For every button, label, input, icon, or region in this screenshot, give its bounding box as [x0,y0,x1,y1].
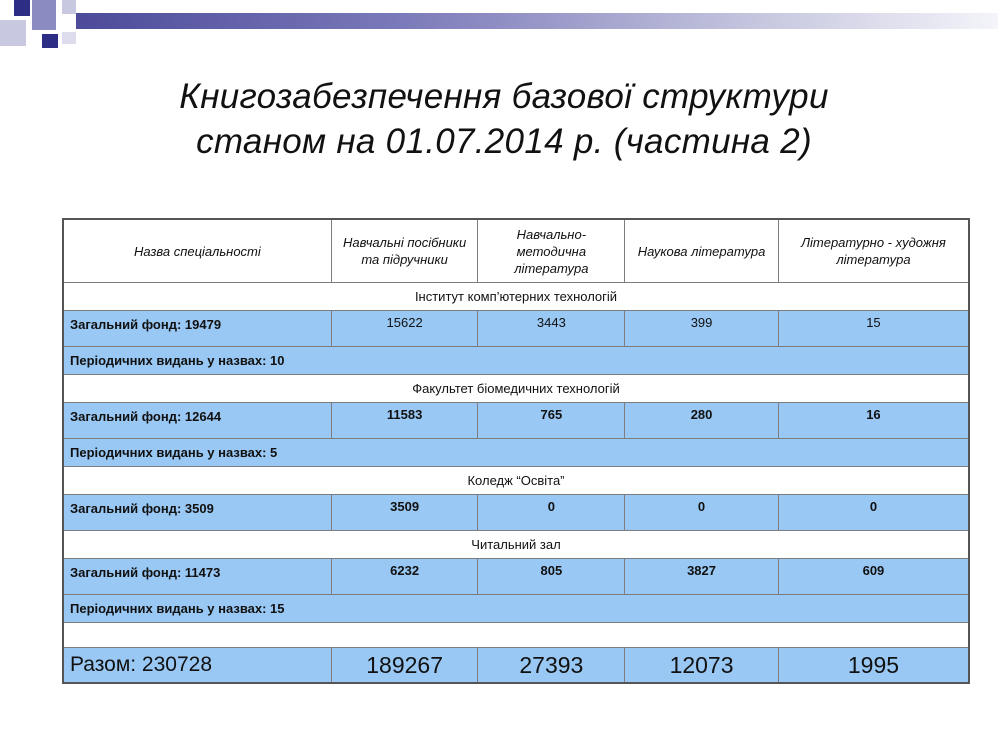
total-row [63,648,969,684]
decor-square-2 [32,0,56,30]
total-label: Разом: 230728 [63,648,331,684]
total-value: 12073 [625,648,779,684]
page-title [0,74,1008,164]
decor-square-6 [62,32,76,44]
value-cell: 765 [478,403,625,439]
value-cell: 15 [778,311,969,347]
section-row [63,283,969,311]
value-cell: 3509 [331,495,478,531]
value-cell: 16 [778,403,969,439]
decor-bar [76,13,998,29]
value-cell: 0 [778,495,969,531]
value-cell: 609 [778,559,969,595]
section-title: Інститут комп’ютерних технологій [63,283,969,311]
decor-square-5 [42,34,58,48]
total-value: 189267 [331,648,478,684]
section-row [63,467,969,495]
value-cell: 11583 [331,403,478,439]
periodicals-label: Періодичних видань у назвах: 15 [63,595,969,623]
decor-square-3 [62,0,76,14]
value-cell: 399 [625,311,779,347]
value-cell: 6232 [331,559,478,595]
header-methodical: Навчально-методична література [478,219,625,283]
header-fiction: Літературно - художня література [778,219,969,283]
fund-label: Загальний фонд: 12644 [63,403,331,439]
value-cell: 0 [478,495,625,531]
header-specialty: Назва спеціальності [63,219,331,283]
value-cell: 805 [478,559,625,595]
header-textbooks: Навчальні посібники та підручники [331,219,478,283]
table-row [63,403,969,439]
section-title: Факультет біомедичних технологій [63,375,969,403]
fund-label: Загальний фонд: 19479 [63,311,331,347]
spacer-row [63,623,969,648]
periodicals-row [63,347,969,375]
section-title: Читальний зал [63,531,969,559]
table-row [63,559,969,595]
title-line-1: Книгозабезпечення базової структури [179,77,829,116]
section-row [63,531,969,559]
total-value: 27393 [478,648,625,684]
periodicals-row [63,595,969,623]
header-scientific: Наукова література [625,219,779,283]
periodicals-label: Періодичних видань у назвах: 5 [63,439,969,467]
value-cell: 3443 [478,311,625,347]
decor-square-4 [0,20,26,46]
title-line-2: станом на 01.07.2014 р. (частина 2) [196,122,812,161]
decor-square-1 [14,0,30,16]
header-row [63,219,969,283]
fund-label: Загальний фонд: 11473 [63,559,331,595]
table-row [63,495,969,531]
periodicals-row [63,439,969,467]
total-value: 1995 [778,648,969,684]
value-cell: 0 [625,495,779,531]
value-cell: 280 [625,403,779,439]
fund-label: Загальний фонд: 3509 [63,495,331,531]
value-cell: 3827 [625,559,779,595]
book-supply-table [62,218,970,684]
section-row [63,375,969,403]
value-cell: 15622 [331,311,478,347]
periodicals-label: Періодичних видань у назвах: 10 [63,347,969,375]
table-row [63,311,969,347]
section-title: Коледж “Освіта” [63,467,969,495]
